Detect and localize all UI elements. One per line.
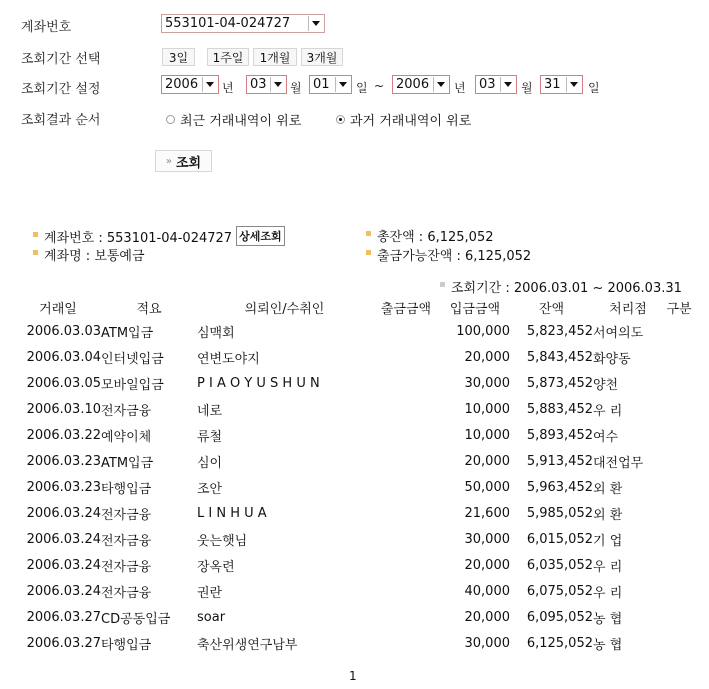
cell-balance: 5,985,052 xyxy=(526,505,593,521)
summary-total xyxy=(366,226,493,245)
table-header-row xyxy=(15,296,695,318)
bullet-icon xyxy=(33,250,38,255)
chevron-down-icon xyxy=(433,77,448,92)
table-row xyxy=(15,500,695,526)
cell-division xyxy=(663,578,695,604)
cell-counterparty: soar xyxy=(197,609,226,625)
period-1week-button[interactable]: 1주일 xyxy=(207,48,249,66)
cell-withdrawal xyxy=(372,318,440,344)
cell-type: 전자금융 xyxy=(101,559,152,575)
cell-branch: 우 리 xyxy=(593,585,623,601)
cell-counterparty: 류철 xyxy=(197,429,223,445)
header-date: 거래일 xyxy=(39,301,77,317)
unit-month: 월 xyxy=(521,81,533,95)
cell-counterparty: 웃는햇님 xyxy=(197,533,248,549)
cell-withdrawal xyxy=(372,474,440,500)
cell-balance: 5,913,452 xyxy=(526,453,593,469)
cell-balance: 5,823,452 xyxy=(526,323,593,339)
cell-division xyxy=(663,500,695,526)
cell-branch: 서여의도 xyxy=(593,325,644,341)
cell-division xyxy=(663,552,695,578)
cell-withdrawal xyxy=(372,500,440,526)
cell-division xyxy=(663,344,695,370)
cell-counterparty: 네로 xyxy=(197,403,223,419)
cell-date: 2006.03.24 xyxy=(26,557,101,573)
cell-balance: 5,963,452 xyxy=(526,479,593,495)
search-button-label: 조회 xyxy=(176,155,202,171)
cell-date: 2006.03.22 xyxy=(26,427,101,443)
cell-counterparty: 장옥련 xyxy=(197,559,235,575)
cell-division xyxy=(663,370,695,396)
chevron-down-icon xyxy=(308,16,323,31)
summary-available xyxy=(366,245,531,264)
cell-date: 2006.03.23 xyxy=(26,453,101,469)
table-row xyxy=(15,448,695,474)
cell-branch: 양천 xyxy=(593,377,619,393)
cell-division xyxy=(663,422,695,448)
summary-account-text: 계좌번호 : 553101-04-024727 xyxy=(44,230,233,246)
bullet-icon xyxy=(440,282,445,287)
cell-counterparty: L I N H U A xyxy=(197,505,267,521)
table-row xyxy=(15,370,695,396)
order-option-recent-label: 최근 거래내역이 위로 xyxy=(180,114,302,129)
cell-balance: 5,893,452 xyxy=(526,427,593,443)
cell-withdrawal xyxy=(372,552,440,578)
cell-division xyxy=(663,526,695,552)
cell-branch: 외 환 xyxy=(593,507,623,523)
start-month-value: 03 xyxy=(250,77,267,92)
bullet-icon xyxy=(366,231,371,236)
order-option-past[interactable] xyxy=(336,110,471,129)
cell-type: 인터넷입금 xyxy=(101,351,164,367)
cell-date: 2006.03.04 xyxy=(26,349,101,365)
cell-deposit: 20,000 xyxy=(464,453,510,469)
cell-balance: 6,125,052 xyxy=(526,635,593,651)
cell-type: ATM입금 xyxy=(101,325,154,341)
cell-branch: 농 협 xyxy=(593,637,623,653)
page-number: 1 xyxy=(349,669,357,683)
cell-type: 전자금융 xyxy=(101,507,152,523)
cell-withdrawal xyxy=(372,422,440,448)
cell-date: 2006.03.23 xyxy=(26,479,101,495)
unit-day: 일 xyxy=(356,81,368,95)
table-row xyxy=(15,630,695,656)
end-day-value: 31 xyxy=(544,77,561,92)
cell-division xyxy=(663,448,695,474)
cell-counterparty: P I A O Y U S H U N xyxy=(197,375,320,391)
table-row xyxy=(15,318,695,344)
cell-deposit: 21,600 xyxy=(464,505,510,521)
cell-withdrawal xyxy=(372,344,440,370)
period-set-label: 조회기간 설정 xyxy=(21,82,101,97)
summary-account xyxy=(33,226,285,246)
cell-date: 2006.03.24 xyxy=(26,531,101,547)
cell-balance: 6,095,052 xyxy=(526,609,593,625)
table-row xyxy=(15,604,695,630)
cell-branch: 기 업 xyxy=(593,533,623,549)
cell-date: 2006.03.24 xyxy=(26,505,101,521)
cell-type: 예약이체 xyxy=(101,429,152,445)
start-day-select[interactable] xyxy=(309,75,352,94)
start-day-value: 01 xyxy=(313,77,330,92)
period-3day-button[interactable]: 3일 xyxy=(162,48,195,66)
cell-withdrawal xyxy=(372,370,440,396)
transaction-table xyxy=(15,296,695,656)
double-chevron-icon: » xyxy=(165,155,172,167)
summary-available-text: 출금가능잔액 : 6,125,052 xyxy=(377,249,532,264)
cell-withdrawal xyxy=(372,526,440,552)
summary-period-text: 조회기간 : 2006.03.01 ~ 2006.03.31 xyxy=(451,281,682,296)
cell-counterparty: 심맥회 xyxy=(197,325,235,341)
cell-deposit: 30,000 xyxy=(464,375,510,391)
transaction-rows xyxy=(15,318,695,656)
table-row xyxy=(15,552,695,578)
order-option-recent[interactable] xyxy=(166,110,301,129)
cell-branch: 화양동 xyxy=(593,351,631,367)
end-year-value: 2006 xyxy=(396,77,430,92)
cell-counterparty: 연변도야지 xyxy=(197,351,260,367)
cell-division xyxy=(663,474,695,500)
cell-type: 전자금융 xyxy=(101,403,152,419)
cell-type: CD공동입금 xyxy=(101,611,171,627)
table-row xyxy=(15,578,695,604)
account-label: 계좌번호 xyxy=(21,20,72,35)
cell-division xyxy=(663,396,695,422)
cell-withdrawal xyxy=(372,630,440,656)
chevron-down-icon xyxy=(270,77,285,92)
unit-year: 년 xyxy=(454,81,466,95)
search-button[interactable] xyxy=(155,150,212,172)
table-row xyxy=(15,396,695,422)
cell-deposit: 10,000 xyxy=(464,401,510,417)
cell-balance: 6,075,052 xyxy=(526,583,593,599)
chevron-down-icon xyxy=(202,77,217,92)
cell-branch: 외 환 xyxy=(593,481,623,497)
period-1month-button[interactable]: 1개월 xyxy=(253,48,297,66)
cell-withdrawal xyxy=(372,578,440,604)
summary-total-text: 총잔액 : 6,125,052 xyxy=(377,230,494,245)
header-counterparty: 의뢰인/수취인 xyxy=(244,301,325,317)
unit-day: 일 xyxy=(588,81,600,95)
table-row xyxy=(15,344,695,370)
cell-date: 2006.03.27 xyxy=(26,635,101,651)
summary-period xyxy=(440,277,682,296)
cell-counterparty: 권란 xyxy=(197,585,223,601)
cell-date: 2006.03.05 xyxy=(26,375,101,391)
order-label: 조회결과 순서 xyxy=(21,113,101,128)
header-deposit: 입금금액 xyxy=(449,301,501,317)
header-division: 구분 xyxy=(666,301,692,317)
unit-month: 월 xyxy=(290,81,302,95)
table-row xyxy=(15,422,695,448)
cell-division xyxy=(663,604,695,630)
cell-deposit: 20,000 xyxy=(464,349,510,365)
summary-account-name xyxy=(33,245,145,264)
start-year-value: 2006 xyxy=(165,77,199,92)
cell-branch: 여수 xyxy=(593,429,619,445)
header-balance: 잔액 xyxy=(538,301,565,317)
chevron-down-icon xyxy=(566,77,581,92)
order-option-past-label: 과거 거래내역이 위로 xyxy=(350,114,472,129)
period-select-label: 조회기간 선택 xyxy=(21,52,101,67)
cell-balance: 5,873,452 xyxy=(526,375,593,391)
summary-account-name-text: 계좌명 : 보통예금 xyxy=(44,249,145,264)
cell-deposit: 20,000 xyxy=(464,609,510,625)
cell-branch: 농 협 xyxy=(593,611,623,627)
account-select-value: 553101-04-024727 xyxy=(165,16,291,31)
cell-type: 모바일입금 xyxy=(101,377,164,393)
end-month-select[interactable] xyxy=(475,75,517,94)
cell-deposit: 20,000 xyxy=(464,557,510,573)
cell-division xyxy=(663,630,695,656)
cell-deposit: 100,000 xyxy=(456,323,510,339)
end-year-select[interactable] xyxy=(392,75,450,94)
cell-withdrawal xyxy=(372,396,440,422)
cell-type: 전자금융 xyxy=(101,533,152,549)
cell-deposit: 30,000 xyxy=(464,531,510,547)
cell-balance: 6,035,052 xyxy=(526,557,593,573)
end-month-value: 03 xyxy=(479,77,496,92)
cell-withdrawal xyxy=(372,448,440,474)
cell-type: 전자금융 xyxy=(101,585,152,601)
cell-withdrawal xyxy=(372,604,440,630)
cell-deposit: 10,000 xyxy=(464,427,510,443)
cell-date: 2006.03.03 xyxy=(26,323,101,339)
cell-deposit: 30,000 xyxy=(464,635,510,651)
cell-type: 타행입금 xyxy=(101,481,152,497)
header-type: 적요 xyxy=(136,301,162,317)
cell-date: 2006.03.24 xyxy=(26,583,101,599)
cell-balance: 5,883,452 xyxy=(526,401,593,417)
cell-type: ATM입금 xyxy=(101,455,154,471)
bullet-icon xyxy=(33,232,38,237)
cell-branch: 대전업무 xyxy=(593,455,644,471)
cell-balance: 6,015,052 xyxy=(526,531,593,547)
cell-date: 2006.03.10 xyxy=(26,401,101,417)
header-branch: 처리점 xyxy=(609,301,647,317)
range-tilde: ~ xyxy=(374,79,385,93)
cell-counterparty: 조안 xyxy=(197,481,223,497)
start-month-select[interactable] xyxy=(246,75,287,94)
table-row xyxy=(15,474,695,500)
radio-past[interactable] xyxy=(336,115,345,124)
cell-date: 2006.03.27 xyxy=(26,609,101,625)
cell-deposit: 50,000 xyxy=(464,479,510,495)
chevron-down-icon xyxy=(335,77,350,92)
end-day-select[interactable] xyxy=(540,75,583,94)
cell-balance: 5,843,452 xyxy=(526,349,593,365)
radio-recent[interactable] xyxy=(166,115,175,124)
start-year-select[interactable] xyxy=(161,75,219,94)
unit-year: 년 xyxy=(222,81,234,95)
chevron-down-icon xyxy=(500,77,515,92)
cell-branch: 우 리 xyxy=(593,559,623,575)
table-row xyxy=(15,526,695,552)
bullet-icon xyxy=(366,250,371,255)
period-3month-button[interactable]: 3개월 xyxy=(301,48,343,66)
cell-counterparty: 심이 xyxy=(197,455,223,471)
cell-type: 타행입금 xyxy=(101,637,152,653)
account-select[interactable] xyxy=(161,14,325,33)
cell-deposit: 40,000 xyxy=(464,583,510,599)
cell-division xyxy=(663,318,695,344)
detail-button[interactable]: 상세조회 xyxy=(236,226,285,246)
cell-counterparty: 축산위생연구남부 xyxy=(197,637,298,653)
cell-branch: 우 리 xyxy=(593,403,623,419)
header-withdrawal: 출금금액 xyxy=(380,301,432,317)
